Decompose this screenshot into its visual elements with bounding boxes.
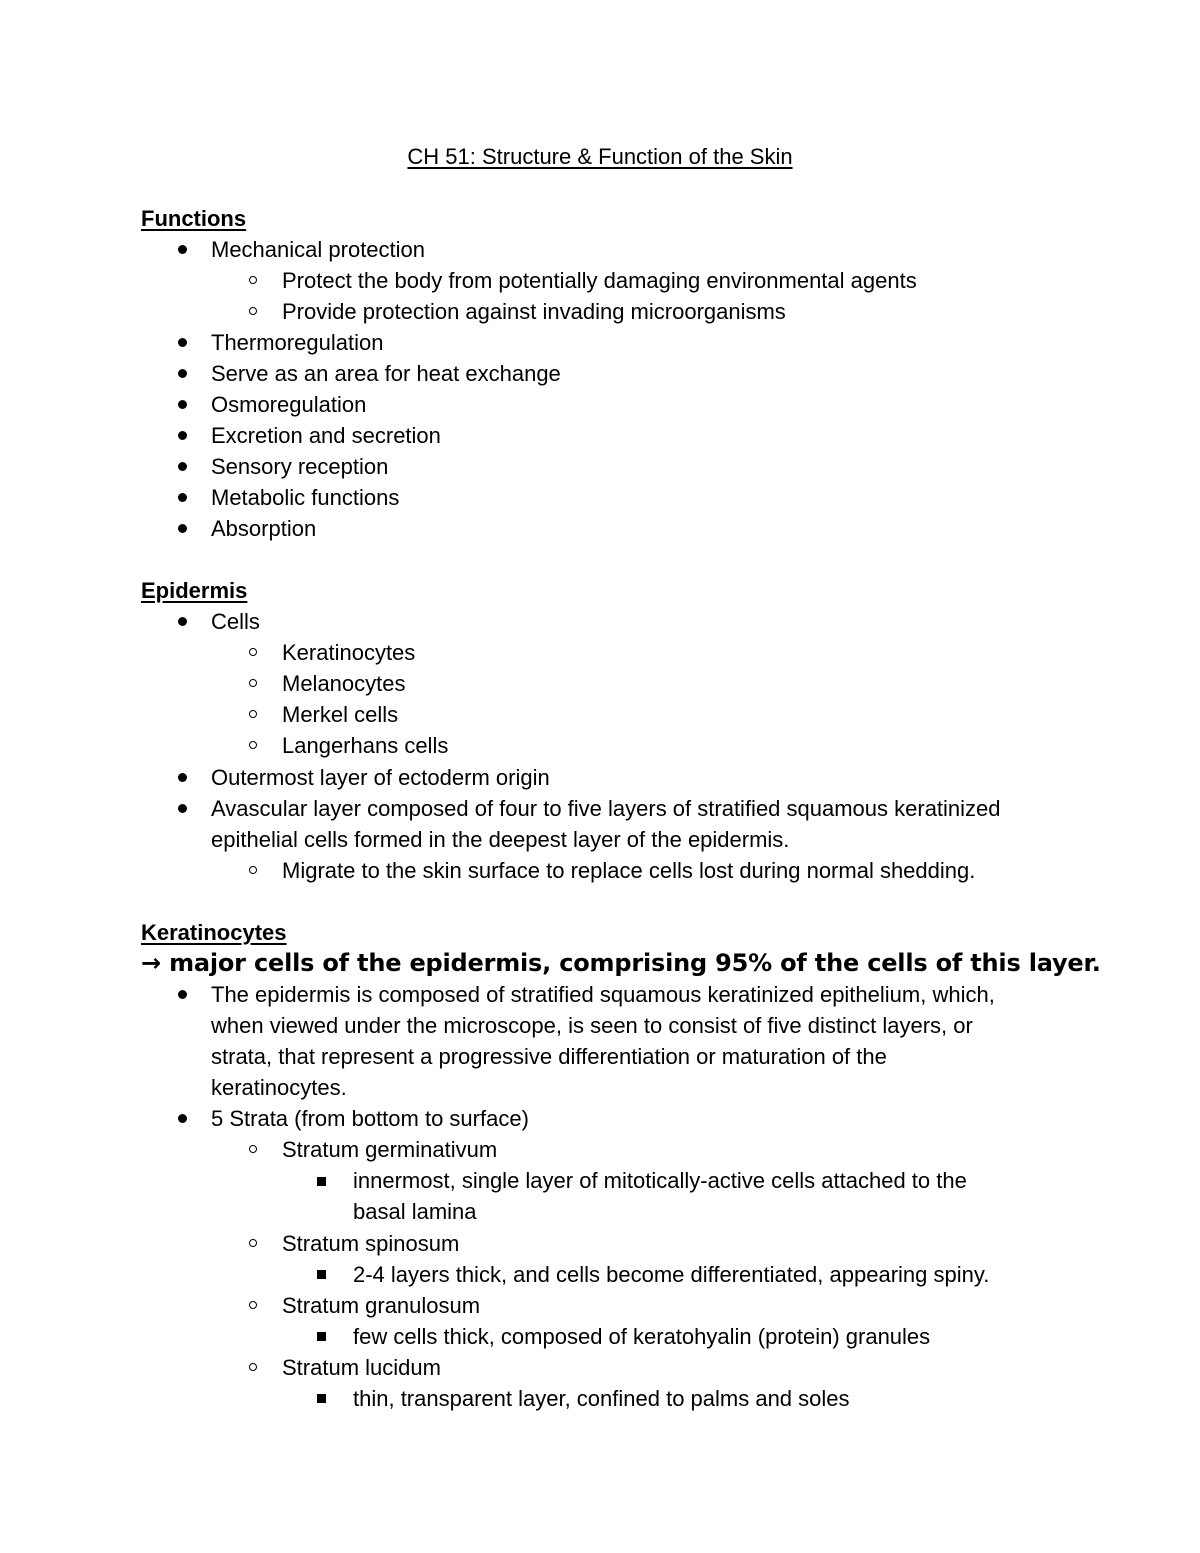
keratinocytes-lead: → major cells of the epidermis, comprising 95% of the cells of this layer.: [141, 949, 1101, 977]
list-item: few cells thick, composed of keratohyalin (protein) granules: [353, 1324, 931, 1349]
list-item-continuation: epithelial cells formed in the deepest layer of the epidermis.: [211, 827, 790, 852]
bullet-circle-icon: [249, 1239, 257, 1247]
list-item: Stratum spinosum: [282, 1231, 460, 1256]
list-item: Serve as an area for heat exchange: [211, 361, 561, 386]
list-item: 5 Strata (from bottom to surface): [211, 1106, 529, 1131]
list-item: Avascular layer composed of four to five layers of stratified squamous keratinized: [211, 796, 1001, 821]
bullet-disc-icon: [178, 338, 187, 347]
bullet-disc-icon: [178, 400, 187, 409]
list-item: Thermoregulation: [211, 330, 384, 355]
list-item: thin, transparent layer, confined to palms and soles: [353, 1386, 850, 1411]
bullet-circle-icon: [249, 679, 257, 687]
list-item: Merkel cells: [282, 702, 399, 727]
list-item: Cells: [211, 609, 260, 634]
list-item: Protect the body from potentially damaging environmental agents: [282, 268, 917, 293]
list-item: Outermost layer of ectoderm origin: [211, 765, 550, 790]
bullet-disc-icon: [178, 369, 187, 378]
list-item-continuation: strata, that represent a progressive differentiation or maturation of the: [211, 1044, 887, 1069]
list-item: innermost, single layer of mitotically-active cells attached to the: [353, 1168, 967, 1193]
list-item: Absorption: [211, 516, 317, 541]
list-item: The epidermis is composed of stratified squamous keratinized epithelium, which,: [211, 982, 995, 1007]
bullet-circle-icon: [249, 1301, 257, 1309]
section-heading-epidermis: Epidermis: [141, 578, 248, 603]
bullet-disc-icon: [178, 773, 187, 782]
bullet-square-icon: [317, 1270, 326, 1279]
bullet-square-icon: [317, 1332, 326, 1341]
bullet-circle-icon: [249, 710, 257, 718]
page-title: CH 51: Structure & Function of the Skin: [407, 144, 793, 169]
bullet-disc-icon: [178, 1114, 187, 1123]
list-item: Melanocytes: [282, 671, 406, 696]
bullet-disc-icon: [178, 462, 187, 471]
list-item: Stratum lucidum: [282, 1355, 441, 1380]
list-item: Stratum germinativum: [282, 1137, 498, 1162]
bullet-disc-icon: [178, 493, 187, 502]
bullet-disc-icon: [178, 431, 187, 440]
list-item: Keratinocytes: [282, 640, 416, 665]
bullet-disc-icon: [178, 617, 187, 626]
list-item-continuation: when viewed under the microscope, is seen to consist of five distinct layers, or: [211, 1013, 973, 1038]
list-item: Osmoregulation: [211, 392, 367, 417]
bullet-square-icon: [317, 1177, 326, 1186]
list-item: Mechanical protection: [211, 237, 426, 262]
list-item: Excretion and secretion: [211, 423, 441, 448]
list-item: Metabolic functions: [211, 485, 400, 510]
bullet-circle-icon: [249, 648, 257, 656]
bullet-circle-icon: [249, 1145, 257, 1153]
section-heading-functions: Functions: [141, 206, 247, 231]
list-item: 2-4 layers thick, and cells become differentiated, appearing spiny.: [353, 1262, 990, 1287]
bullet-circle-icon: [249, 866, 257, 874]
bullet-disc-icon: [178, 524, 187, 533]
list-item: Provide protection against invading microorganisms: [282, 299, 786, 324]
list-item: Migrate to the skin surface to replace cells lost during normal shedding.: [282, 858, 976, 883]
bullet-disc-icon: [178, 990, 187, 999]
bullet-disc-icon: [178, 245, 187, 254]
bullet-circle-icon: [249, 276, 257, 284]
bullet-disc-icon: [178, 804, 187, 813]
list-item: Sensory reception: [211, 454, 389, 479]
bullet-circle-icon: [249, 307, 257, 315]
section-heading-keratinocytes: Keratinocytes: [141, 920, 287, 945]
list-item: Stratum granulosum: [282, 1293, 481, 1318]
bullet-square-icon: [317, 1394, 326, 1403]
bullet-circle-icon: [249, 1363, 257, 1371]
bullet-circle-icon: [249, 741, 257, 749]
list-item: Langerhans cells: [282, 733, 449, 758]
list-item-continuation: basal lamina: [353, 1199, 477, 1224]
list-item-continuation: keratinocytes.: [211, 1075, 347, 1100]
